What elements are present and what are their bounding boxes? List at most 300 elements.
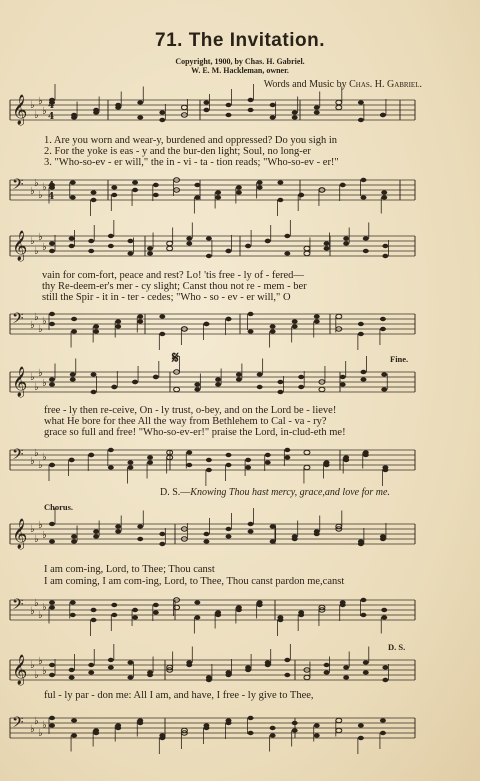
- flat-sign: ♭: [34, 382, 39, 393]
- note-head: [382, 254, 388, 258]
- note-head: [304, 465, 310, 469]
- note-head: [360, 613, 366, 617]
- note-head: [226, 249, 232, 253]
- note-head: [340, 183, 346, 187]
- flat-sign: ♭: [42, 378, 47, 389]
- note-head: [265, 239, 271, 243]
- note-head: [147, 455, 153, 459]
- note-head: [203, 322, 209, 326]
- note-head: [298, 375, 304, 379]
- ds-lyric: Knowing Thou hast mercy, grace,and love for me.: [190, 487, 390, 498]
- note-head: [340, 600, 346, 604]
- note-head: [358, 723, 364, 727]
- note-head: [324, 463, 330, 467]
- flat-sign: ♭: [30, 186, 35, 197]
- note-head: [226, 317, 232, 321]
- note-head: [93, 108, 99, 112]
- note-head: [159, 542, 165, 546]
- note-head: [108, 658, 114, 662]
- note-head: [292, 728, 298, 732]
- note-head: [270, 329, 276, 333]
- note-head: [277, 615, 283, 619]
- note-head: [147, 673, 153, 677]
- treble-staff-2: [0, 230, 480, 270]
- note-head: [270, 524, 276, 528]
- note-head: [380, 317, 386, 321]
- note-head: [248, 108, 254, 112]
- note-head: [203, 539, 209, 543]
- note-head: [381, 190, 387, 194]
- note-head: [206, 458, 212, 462]
- flat-sign: ♭: [38, 96, 43, 107]
- note-head: [108, 244, 114, 248]
- hymn-title: 71. The Invitation.: [155, 30, 325, 51]
- note-head: [159, 532, 165, 536]
- note-head: [70, 377, 76, 381]
- note-head: [336, 718, 342, 722]
- flat-sign: ♭: [42, 530, 47, 541]
- note-head: [319, 387, 325, 391]
- bass-staff-3: [0, 444, 480, 484]
- note-head: [358, 322, 364, 326]
- note-head: [49, 673, 55, 677]
- bass-clef: 𝄢: [12, 714, 24, 735]
- owner-line: W. E. M. Hackleman, owner.: [191, 66, 289, 75]
- treble-clef: 𝄞: [12, 367, 28, 397]
- note-head: [381, 387, 387, 391]
- note-head: [363, 670, 369, 674]
- note-head: [284, 251, 290, 255]
- note-head: [49, 312, 55, 316]
- note-head: [153, 375, 159, 379]
- note-head: [360, 178, 366, 182]
- bass-clef: 𝄢: [12, 446, 24, 467]
- composer-name: Chas. H. Gabriel.: [349, 79, 422, 90]
- note-head: [88, 453, 94, 457]
- note-head: [71, 718, 77, 722]
- note-head: [88, 239, 94, 243]
- note-head: [49, 605, 55, 609]
- note-head: [127, 675, 133, 679]
- verse-1-line-3: free - ly then re-ceive, On - ly trust, o-bey, and on the Lord be - lieve!: [44, 405, 337, 416]
- note-head: [159, 314, 165, 318]
- flat-sign: ♭: [34, 670, 39, 681]
- ds-end-label: D. S.: [388, 642, 406, 652]
- note-head: [236, 372, 242, 376]
- flat-sign: ♭: [38, 368, 43, 379]
- note-head: [186, 241, 192, 245]
- note-head: [137, 100, 143, 104]
- note-head: [324, 241, 330, 245]
- note-head: [206, 236, 212, 240]
- note-head: [49, 382, 55, 386]
- flat-sign: ♭: [42, 452, 47, 463]
- note-head: [248, 716, 254, 720]
- flat-sign: ♭: [38, 656, 43, 667]
- note-head: [91, 608, 97, 612]
- segno-sign: 𝄋: [172, 350, 179, 367]
- note-head: [336, 105, 342, 109]
- fine-label: Fine.: [390, 354, 409, 364]
- note-head: [382, 244, 388, 248]
- note-head: [203, 108, 209, 112]
- note-head: [358, 736, 364, 740]
- note-head: [380, 718, 386, 722]
- note-head: [153, 610, 159, 614]
- note-head: [248, 329, 254, 333]
- note-head: [137, 524, 143, 528]
- note-head: [248, 731, 254, 735]
- note-head: [127, 251, 133, 255]
- note-head: [194, 195, 200, 199]
- note-head: [298, 193, 304, 197]
- chorus-label: Chorus.: [44, 502, 74, 512]
- note-head: [194, 600, 200, 604]
- note-head: [153, 183, 159, 187]
- note-head: [49, 322, 55, 326]
- note-head: [382, 678, 388, 682]
- note-head: [49, 716, 55, 720]
- note-head: [147, 460, 153, 464]
- note-head: [381, 608, 387, 612]
- note-head: [215, 382, 221, 386]
- note-head: [49, 600, 55, 604]
- note-head: [270, 733, 276, 737]
- note-head: [292, 537, 298, 541]
- note-head: [203, 532, 209, 536]
- flat-sign: ♭: [42, 242, 47, 253]
- note-head: [257, 185, 263, 189]
- ds-label: D. S.—: [160, 487, 191, 498]
- note-head: [115, 529, 121, 533]
- note-head: [314, 532, 320, 536]
- note-head: [132, 380, 138, 384]
- verse-3-line-3: grace so full and free! "Who-so-ev-er!" praise the Lord, in-clud-eth me!: [44, 427, 346, 438]
- note-head: [381, 372, 387, 376]
- note-head: [71, 113, 77, 117]
- note-head: [70, 195, 76, 199]
- verse-2-line-1: 2. For the yoke is eas - y and the bur-den light; Soul, no long-er: [44, 146, 311, 157]
- note-head: [186, 236, 192, 240]
- flat-sign: ♭: [30, 456, 35, 467]
- note-head: [236, 190, 242, 194]
- note-head: [314, 105, 320, 109]
- note-head: [71, 733, 77, 737]
- chorus-line-3: ful - ly par - don me: All I am, and have, I free - ly give to Thee,: [44, 690, 314, 701]
- note-head: [206, 254, 212, 258]
- flat-sign: ♭: [34, 110, 39, 121]
- note-head: [265, 453, 271, 457]
- note-head: [49, 522, 55, 526]
- note-head: [194, 387, 200, 391]
- note-head: [71, 329, 77, 333]
- note-head: [194, 382, 200, 386]
- note-head: [336, 314, 342, 318]
- note-head: [257, 180, 263, 184]
- flat-sign: ♭: [38, 460, 43, 471]
- note-head: [360, 195, 366, 199]
- note-head: [265, 460, 271, 464]
- note-head: [248, 312, 254, 316]
- time-signature-bottom: 4: [48, 192, 55, 202]
- note-head: [363, 453, 369, 457]
- note-head: [132, 608, 138, 612]
- note-head: [314, 723, 320, 727]
- note-head: [380, 534, 386, 538]
- bass-staff-1: [0, 174, 480, 214]
- note-head: [206, 468, 212, 472]
- flat-sign: ♭: [42, 720, 47, 731]
- copyright-line: Copyright, 1900, by Chas. H. Gabriel.: [175, 57, 305, 66]
- note-head: [248, 98, 254, 102]
- note-head: [215, 377, 221, 381]
- note-head: [336, 728, 342, 732]
- note-head: [91, 390, 97, 394]
- note-head: [304, 675, 310, 679]
- note-head: [167, 246, 173, 250]
- note-head: [88, 249, 94, 253]
- note-head: [70, 613, 76, 617]
- note-head: [159, 110, 165, 114]
- note-head: [380, 327, 386, 331]
- author-credit: [264, 79, 422, 90]
- note-head: [186, 463, 192, 467]
- note-head: [314, 319, 320, 323]
- note-head: [159, 733, 165, 737]
- note-head: [127, 660, 133, 664]
- note-head: [381, 615, 387, 619]
- flat-sign: ♭: [42, 106, 47, 117]
- flat-sign: ♭: [34, 534, 39, 545]
- credit-prefix: Words and Music by: [263, 79, 350, 90]
- note-head: [93, 529, 99, 533]
- flat-sign: ♭: [42, 316, 47, 327]
- note-head: [111, 185, 117, 189]
- flat-sign: ♭: [34, 246, 39, 257]
- note-head: [93, 329, 99, 333]
- note-head: [343, 665, 349, 669]
- flat-sign: ♭: [30, 724, 35, 735]
- note-head: [360, 598, 366, 602]
- note-head: [343, 458, 349, 462]
- note-head: [69, 236, 75, 240]
- verse-1-line-1: 1. Are you worn and wear-y, burdened and oppressed? Do you sigh in: [44, 135, 338, 146]
- note-head: [360, 370, 366, 374]
- note-head: [132, 180, 138, 184]
- treble-clef: 𝄞: [12, 655, 28, 685]
- verse-3-line-1: 3. "Who-so-ev - er will," the in - vi - ta - tion reads; "Who-so-ev - er!": [44, 157, 339, 168]
- flat-sign: ♭: [38, 232, 43, 243]
- note-head: [314, 314, 320, 318]
- note-head: [382, 665, 388, 669]
- note-head: [49, 463, 55, 467]
- note-head: [245, 665, 251, 669]
- note-head: [277, 390, 283, 394]
- note-head: [257, 372, 263, 376]
- verse-1-line-2: vain for com-fort, peace and rest? Lo! 'tis free - ly of - fered—: [42, 270, 304, 281]
- note-head: [292, 115, 298, 119]
- note-head: [91, 198, 97, 202]
- note-head: [108, 234, 114, 238]
- flat-sign: ♭: [38, 324, 43, 335]
- note-head: [257, 385, 263, 389]
- treble-clef: 𝄞: [12, 519, 28, 549]
- treble-staff-4: [0, 518, 480, 558]
- note-head: [298, 610, 304, 614]
- time-signature-top: 4: [48, 181, 55, 191]
- note-head: [91, 190, 97, 194]
- flat-sign: ♭: [38, 610, 43, 621]
- note-head: [314, 110, 320, 114]
- note-head: [49, 241, 55, 245]
- note-head: [91, 372, 97, 376]
- note-head: [70, 180, 76, 184]
- note-head: [127, 239, 133, 243]
- note-head: [203, 100, 209, 104]
- note-head: [186, 663, 192, 667]
- note-head: [324, 663, 330, 667]
- note-head: [358, 100, 364, 104]
- note-head: [270, 539, 276, 543]
- note-head: [292, 721, 298, 725]
- note-head: [174, 605, 180, 609]
- verse-2-line-2: thy Re-deem-er's mer - cy slight; Canst thou not re - mem - ber: [42, 281, 307, 292]
- note-head: [137, 721, 143, 725]
- flat-sign: ♭: [34, 178, 39, 189]
- note-head: [127, 460, 133, 464]
- note-head: [292, 324, 298, 328]
- flat-sign: ♭: [42, 666, 47, 677]
- flat-sign: ♭: [30, 524, 35, 535]
- treble-clef: 𝄞: [12, 95, 28, 125]
- flat-sign: ♭: [30, 606, 35, 617]
- flat-sign: ♭: [30, 660, 35, 671]
- note-head: [226, 718, 232, 722]
- note-head: [215, 613, 221, 617]
- note-head: [382, 465, 388, 469]
- verse-3-line-2: still the Spir - it in - ter - cedes; "Who - so - ev - er will," O: [42, 292, 291, 303]
- note-head: [226, 453, 232, 457]
- note-head: [49, 539, 55, 543]
- note-head: [304, 450, 310, 454]
- time-signature-top: 4: [48, 101, 55, 111]
- note-head: [284, 448, 290, 452]
- note-head: [49, 723, 55, 727]
- note-head: [49, 663, 55, 667]
- treble-staff-3: [0, 366, 480, 406]
- note-head: [292, 110, 298, 114]
- note-head: [69, 458, 75, 462]
- note-head: [137, 319, 143, 323]
- note-head: [49, 249, 55, 253]
- note-head: [132, 188, 138, 192]
- note-head: [343, 236, 349, 240]
- note-head: [226, 103, 232, 107]
- note-head: [167, 241, 173, 245]
- note-head: [111, 603, 117, 607]
- ds-instruction: [160, 487, 390, 498]
- note-head: [314, 733, 320, 737]
- note-head: [115, 103, 121, 107]
- flat-sign: ♭: [30, 236, 35, 247]
- note-head: [115, 324, 121, 328]
- time-signature-bottom: 4: [48, 112, 55, 122]
- note-head: [147, 246, 153, 250]
- note-head: [71, 539, 77, 543]
- note-head: [159, 332, 165, 336]
- note-head: [226, 534, 232, 538]
- note-head: [69, 675, 75, 679]
- note-head: [70, 372, 76, 376]
- note-head: [358, 539, 364, 543]
- note-head: [343, 675, 349, 679]
- note-head: [215, 195, 221, 199]
- note-head: [236, 377, 242, 381]
- note-head: [127, 465, 133, 469]
- note-head: [111, 193, 117, 197]
- note-head: [245, 458, 251, 462]
- note-head: [108, 665, 114, 669]
- note-head: [381, 195, 387, 199]
- note-head: [304, 251, 310, 255]
- note-head: [248, 522, 254, 526]
- note-head: [360, 377, 366, 381]
- note-head: [265, 660, 271, 664]
- note-head: [181, 105, 187, 109]
- note-head: [236, 185, 242, 189]
- note-head: [343, 241, 349, 245]
- flat-sign: ♭: [42, 182, 47, 193]
- note-head: [91, 618, 97, 622]
- note-head: [137, 115, 143, 119]
- note-head: [336, 100, 342, 104]
- bass-staff-2: [0, 308, 480, 348]
- flat-sign: ♭: [34, 598, 39, 609]
- note-head: [111, 385, 117, 389]
- note-head: [270, 115, 276, 119]
- note-head: [226, 113, 232, 117]
- note-head: [298, 385, 304, 389]
- flat-sign: ♭: [42, 602, 47, 613]
- flat-sign: ♭: [34, 716, 39, 727]
- note-head: [226, 670, 232, 674]
- chorus-line-1: I am com-ing, Lord, to Thee; Thou canst: [44, 564, 215, 575]
- bass-clef: 𝄢: [12, 176, 24, 197]
- note-head: [340, 375, 346, 379]
- flat-sign: ♭: [30, 320, 35, 331]
- note-head: [215, 190, 221, 194]
- note-head: [236, 608, 242, 612]
- note-head: [137, 314, 143, 318]
- note-head: [115, 726, 121, 730]
- note-head: [159, 118, 165, 122]
- note-head: [93, 731, 99, 735]
- note-head: [174, 387, 180, 391]
- flat-sign: ♭: [38, 520, 43, 531]
- note-head: [203, 723, 209, 727]
- note-head: [194, 615, 200, 619]
- note-head: [70, 600, 76, 604]
- note-head: [93, 534, 99, 538]
- note-head: [132, 615, 138, 619]
- note-head: [194, 183, 200, 187]
- flat-sign: ♭: [30, 100, 35, 111]
- note-head: [257, 603, 263, 607]
- note-head: [111, 613, 117, 617]
- note-head: [49, 377, 55, 381]
- note-head: [71, 534, 77, 538]
- flat-sign: ♭: [38, 190, 43, 201]
